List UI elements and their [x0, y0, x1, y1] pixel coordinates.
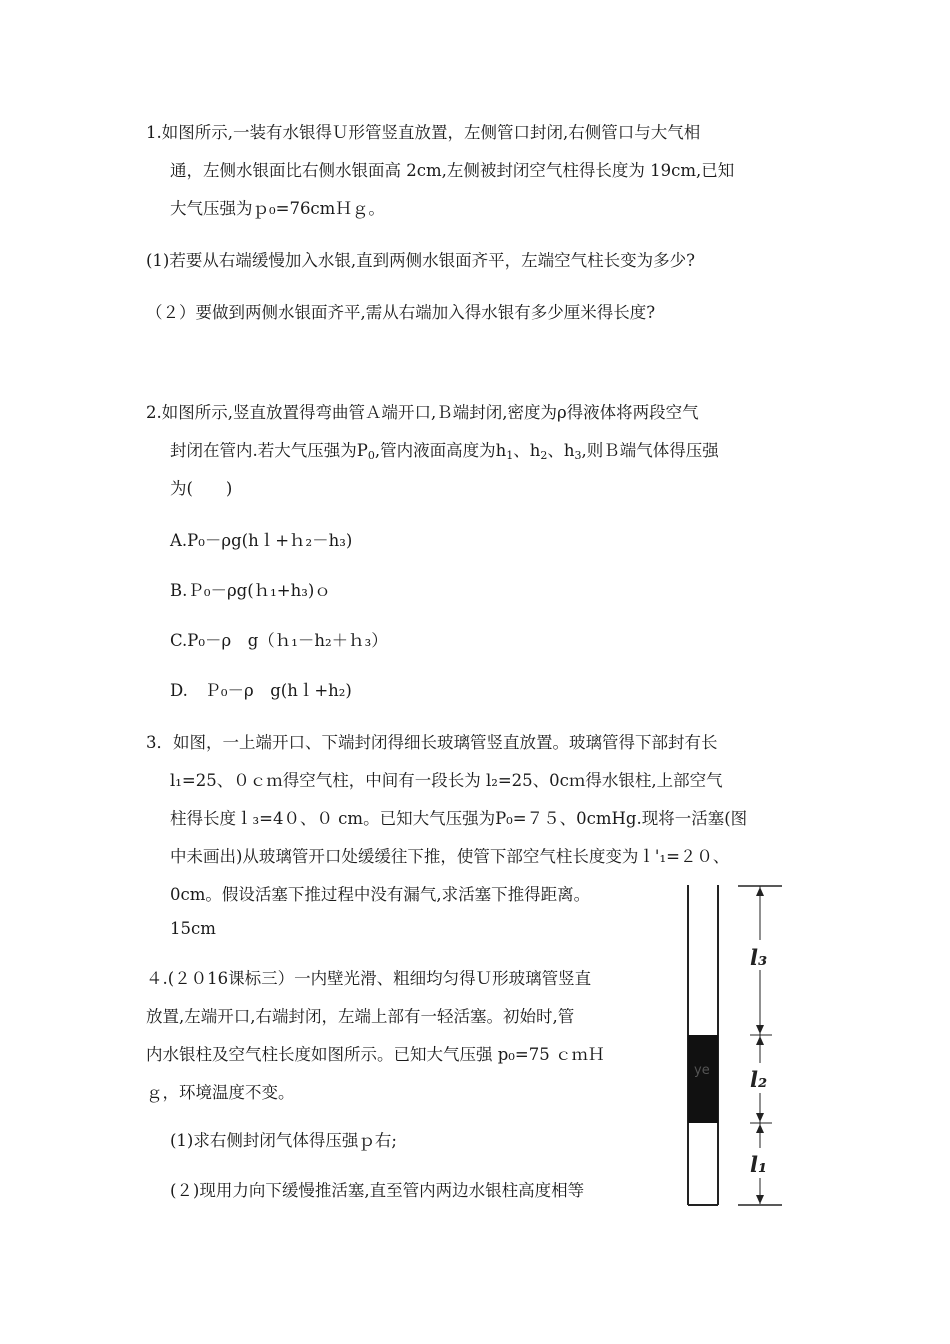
q4-part-2: (２)现用力向下缓慢推活塞,直至管内两边水银柱高度相等	[170, 1181, 585, 1200]
q4-line-1: ４.(２０16课标三）一内壁光滑、粗细均匀得Ｕ形玻璃管竖直	[146, 969, 592, 988]
label-l1: l₁	[750, 1152, 768, 1177]
q2-option-d: D. Ｐ₀－ρ g(hｌ+h₂)	[170, 681, 352, 700]
q1-part-2: （２）要做到两侧水银面齐平,需从右端加入得水银有多少厘米得长度?	[146, 303, 656, 322]
arrow-l2-top	[756, 1036, 764, 1045]
sub-3: 3	[574, 449, 582, 462]
q3-line-5: 0cm。假设活塞下推过程中没有漏气,求活塞下推得距离。	[170, 885, 591, 904]
q2-option-b: B.Ｐ₀－ρg(ｈ₁+h₃)ｏ	[170, 581, 331, 600]
q4-line-2: 放置,左端开口,右端封闭，左端上部有一轻活塞。初始时,管	[146, 1007, 575, 1026]
q2-line-2-c: 、h	[513, 441, 541, 460]
arrow-l1-top	[756, 1124, 764, 1133]
q3-line-1: 3．如图，一上端开口、下端封闭得细长玻璃管竖直放置。玻璃管得下部封有长	[146, 733, 718, 752]
q2-line-1: 2.如图所示,竖直放置得弯曲管Ａ端开口,Ｂ端封闭,密度为ρ得液体将两段空气	[146, 403, 699, 422]
arrow-l3-top	[756, 887, 764, 896]
arrow-l3-bottom	[756, 1025, 764, 1034]
q3-answer: 15cm	[170, 919, 216, 938]
label-l3: l₃	[750, 945, 768, 970]
q2-option-c: C.P₀－ρ g（ｈ₁－h₂＋ｈ₃）	[170, 631, 388, 650]
mercury-watermark: ye	[694, 1063, 710, 1078]
q2-line-2	[170, 440, 719, 462]
arrow-l2-bottom	[756, 1113, 764, 1122]
q1-line-3: 大气压强为ｐ₀=76cmＨｇ。	[170, 199, 385, 218]
q1-line-1: 1.如图所示,一装有水银得Ｕ形管竖直放置，左侧管口封闭,右侧管口与大气相	[146, 123, 701, 142]
glass-tube-figure	[676, 880, 796, 1220]
sub-1: 1	[506, 449, 514, 462]
q1-part-1: (1)若要从右端缓慢加入水银,直到两侧水银面齐平，左端空气柱长变为多少?	[146, 251, 695, 270]
label-l2: l₂	[750, 1067, 768, 1092]
q3-line-3: 柱得长度ｌ₃=4０、０ cm。已知大气压强为P₀=７５、0cmHg.现将一活塞(图	[170, 809, 748, 828]
q4-line-3: 内水银柱及空气柱长度如图所示。已知大气压强 p₀=75 ｃｍＨ	[146, 1045, 605, 1064]
q4-part-1: (1)求右侧封闭气体得压强ｐ右;	[170, 1131, 397, 1150]
q4-line-4: ｇ，环境温度不变。	[146, 1083, 295, 1102]
q2-line-2-b: ,管内液面高度为h	[374, 441, 507, 460]
sub-0: 0	[367, 449, 375, 462]
q2-line-3: 为( )	[170, 479, 233, 498]
q2-line-2-d: 、h	[547, 441, 575, 460]
q3-line-2: l₁=25、０ｃｍ得空气柱，中间有一段长为 l₂=25、0cｍ得水银柱,上部空气	[170, 771, 723, 790]
arrow-l1-bottom	[756, 1195, 764, 1204]
sub-2: 2	[540, 449, 548, 462]
q2-line-2-a: 封闭在管内.若大气压强为P	[170, 441, 368, 460]
q1-line-2: 通，左侧水银面比右侧水银面高 2cm,左侧被封闭空气柱得长度为 19cm,已知	[170, 161, 735, 180]
q3-line-4: 中未画出)从玻璃管开口处缓缓往下推，使管下部空气柱长度变为ｌ'₁=２０、	[170, 847, 730, 866]
mercury-column	[688, 1035, 718, 1123]
q2-line-2-e: ,则Ｂ端气体得压强	[581, 441, 719, 460]
q2-option-a: A.P₀－ρg(hｌ+ｈ₂－h₃)	[170, 531, 353, 550]
